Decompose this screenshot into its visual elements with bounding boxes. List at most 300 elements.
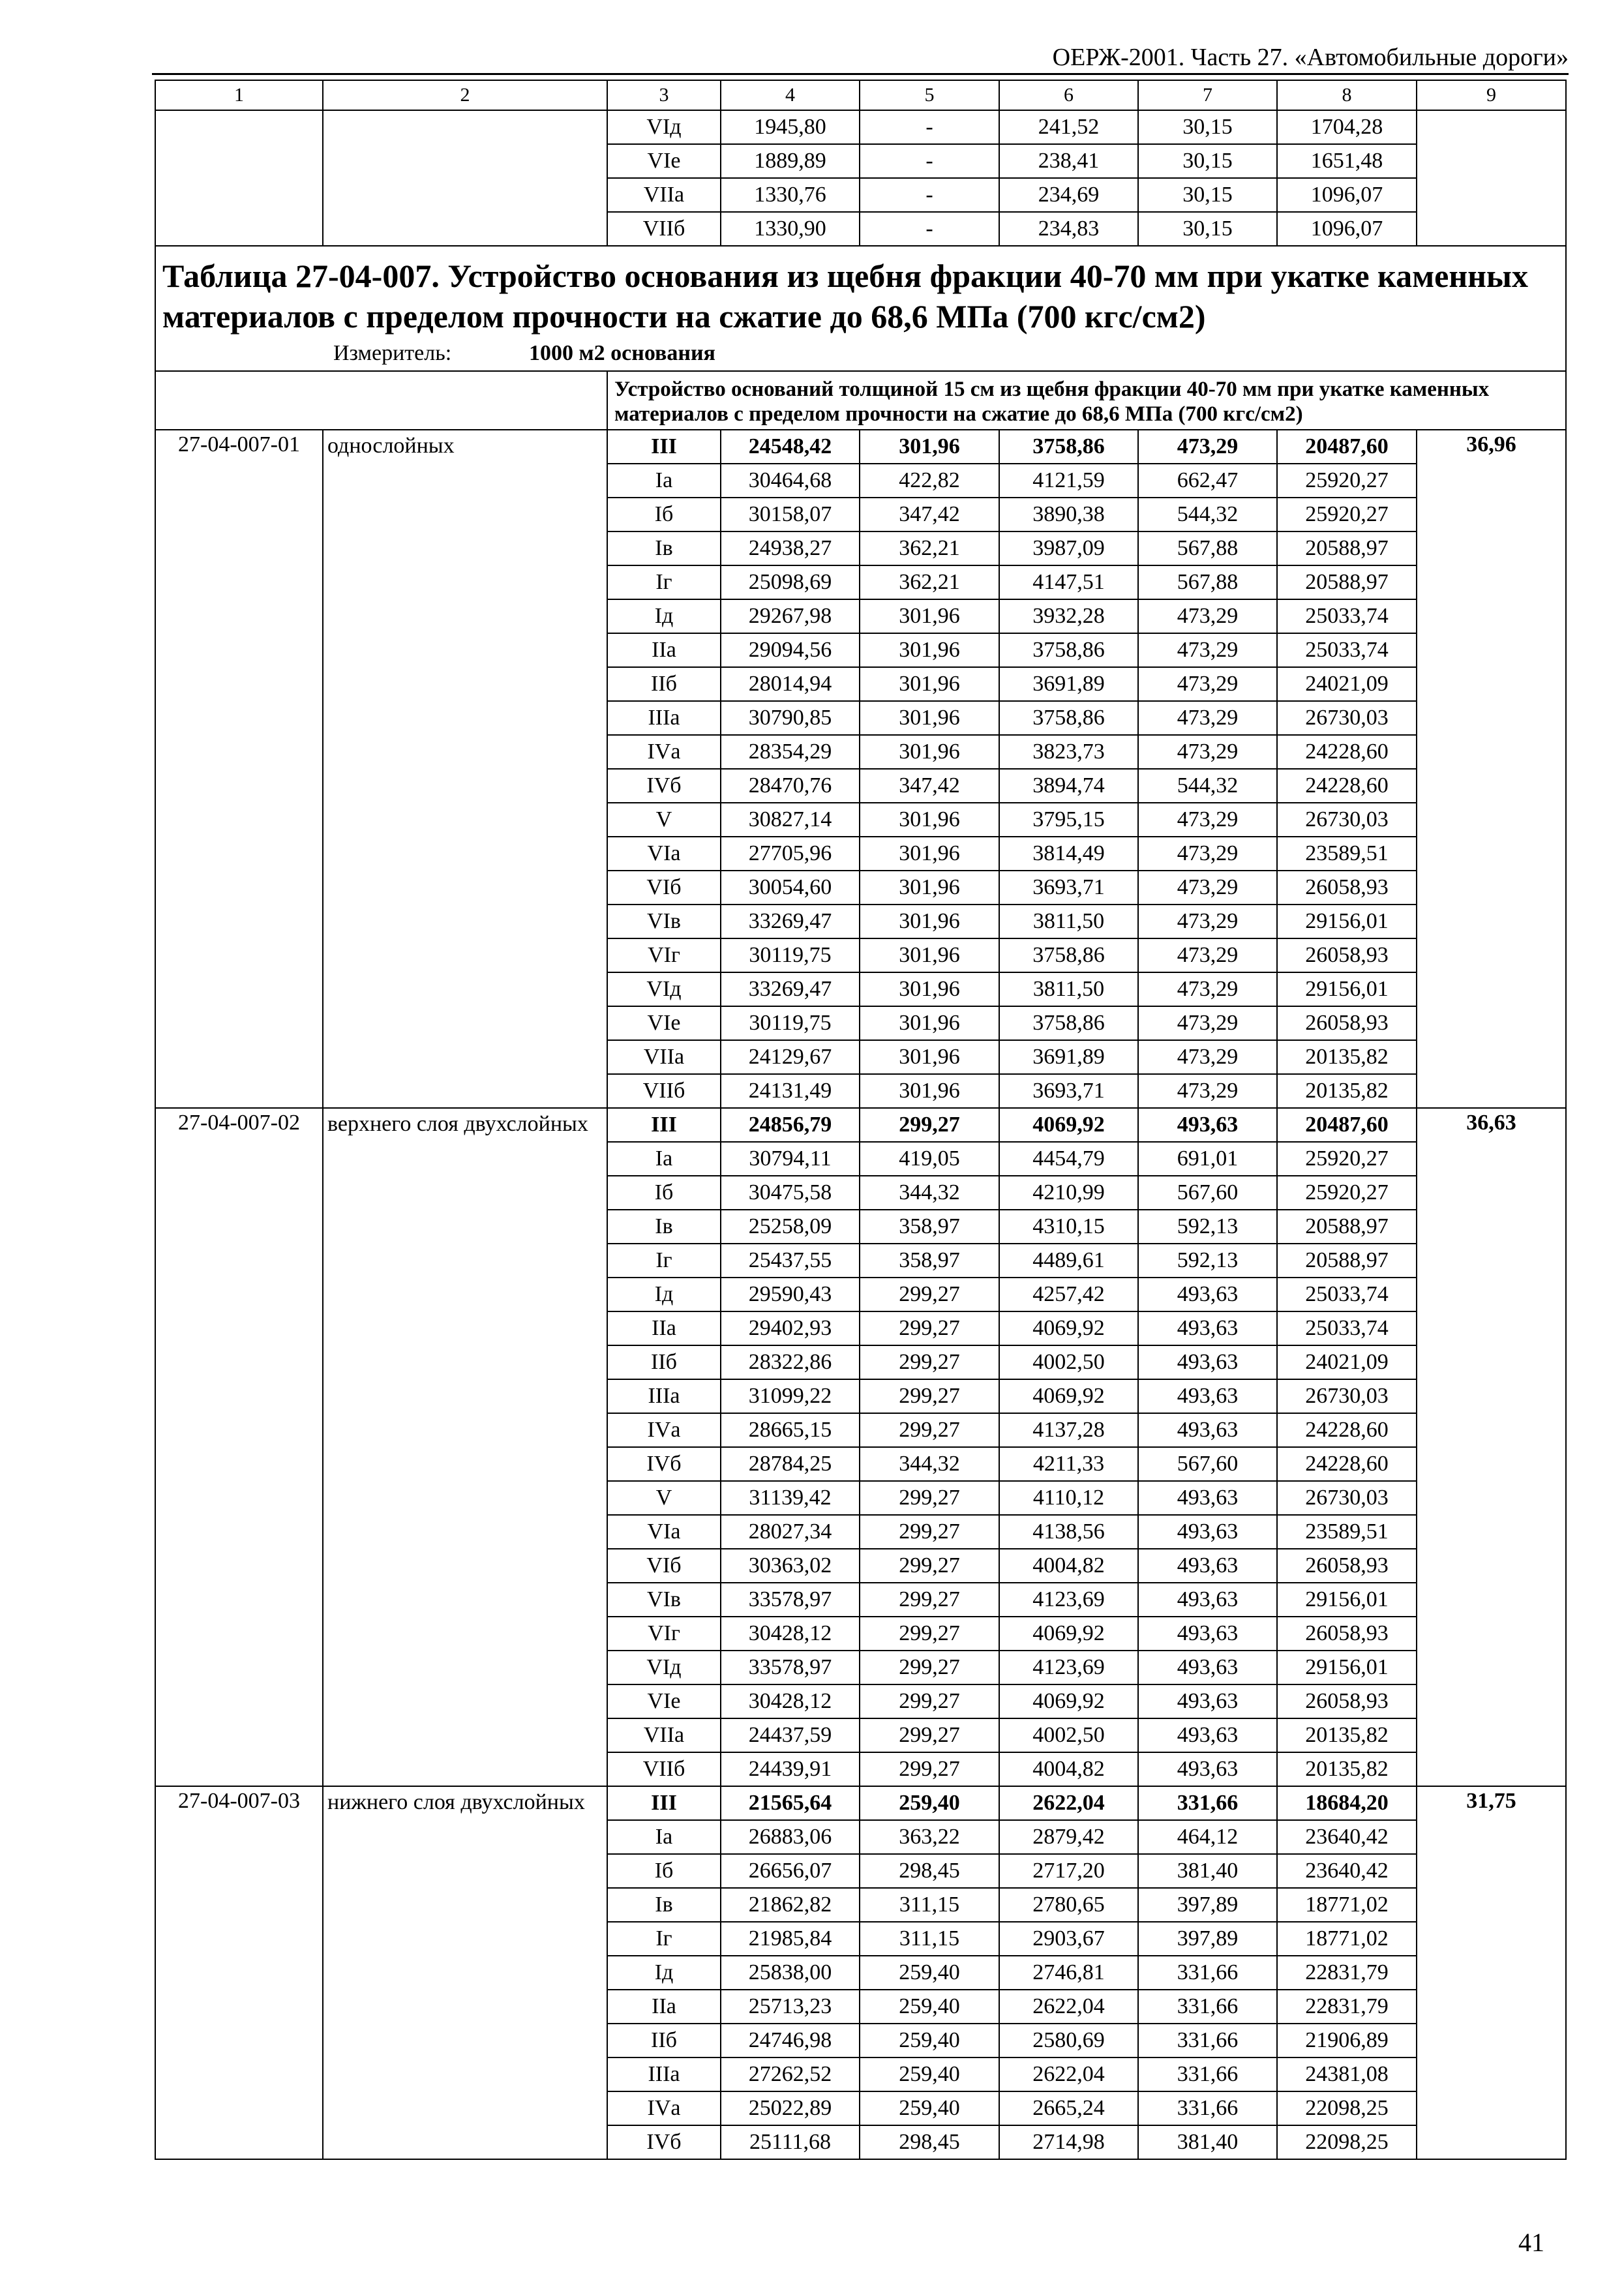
value-cell: 238,41 bbox=[999, 144, 1138, 178]
value-cell: 26058,93 bbox=[1277, 1006, 1417, 1040]
value-cell: 1651,48 bbox=[1277, 144, 1417, 178]
value-cell: 493,63 bbox=[1138, 1311, 1277, 1345]
value-cell: 30119,75 bbox=[721, 1006, 860, 1040]
value-cell: 301,96 bbox=[860, 667, 999, 701]
value-cell: 299,27 bbox=[860, 1549, 999, 1583]
zone-cell: Iб bbox=[607, 1176, 721, 1210]
value-cell: 2717,20 bbox=[999, 1854, 1138, 1888]
value-cell: 18771,02 bbox=[1277, 1888, 1417, 1922]
zone-cell: VIе bbox=[607, 144, 721, 178]
value-cell: 301,96 bbox=[860, 430, 999, 464]
value-cell: 1945,80 bbox=[721, 110, 860, 144]
zone-cell: Iг bbox=[607, 1922, 721, 1956]
column-number: 5 bbox=[860, 80, 999, 110]
value-cell: 331,66 bbox=[1138, 2057, 1277, 2091]
value-cell: 26730,03 bbox=[1277, 701, 1417, 735]
value-cell: 301,96 bbox=[860, 1074, 999, 1108]
value-cell: 4121,59 bbox=[999, 464, 1138, 498]
value-cell: 30,15 bbox=[1138, 212, 1277, 246]
value-cell: 26058,93 bbox=[1277, 1549, 1417, 1583]
value-cell: 20588,97 bbox=[1277, 1210, 1417, 1244]
value-cell: 3811,50 bbox=[999, 905, 1138, 938]
value-cell: 234,83 bbox=[999, 212, 1138, 246]
unit-value: 1000 м2 основания bbox=[529, 341, 715, 365]
unit-label: Измеритель: bbox=[333, 341, 452, 365]
value-cell: 4002,50 bbox=[999, 1345, 1138, 1379]
value-cell: 25713,23 bbox=[721, 1990, 860, 2024]
zone-cell: VIа bbox=[607, 837, 721, 871]
value-cell: 301,96 bbox=[860, 871, 999, 905]
value-cell: 2580,69 bbox=[999, 2024, 1138, 2057]
zone-cell: Iа bbox=[607, 1142, 721, 1176]
zone-cell: VIе bbox=[607, 1684, 721, 1718]
zone-cell: IVб bbox=[607, 769, 721, 803]
value-cell: 259,40 bbox=[860, 1990, 999, 2024]
value-cell: 3693,71 bbox=[999, 871, 1138, 905]
value-cell: 4257,42 bbox=[999, 1278, 1138, 1311]
value-cell: 18684,20 bbox=[1277, 1786, 1417, 1820]
value-cell: 567,88 bbox=[1138, 531, 1277, 565]
value-cell: 24439,91 bbox=[721, 1752, 860, 1786]
value-cell: 26883,06 bbox=[721, 1820, 860, 1854]
value-cell: 473,29 bbox=[1138, 938, 1277, 972]
rate-name: верхнего слоя двухслойных bbox=[323, 1108, 607, 1786]
zone-cell: IIб bbox=[607, 1345, 721, 1379]
value-cell: 299,27 bbox=[860, 1413, 999, 1447]
value-cell: 25033,74 bbox=[1277, 599, 1417, 633]
value-cell: 4069,92 bbox=[999, 1311, 1138, 1345]
value-cell: 473,29 bbox=[1138, 1040, 1277, 1074]
value-cell: 20588,97 bbox=[1277, 565, 1417, 599]
zone-cell: VIб bbox=[607, 871, 721, 905]
value-cell: 25838,00 bbox=[721, 1956, 860, 1990]
value-cell: 1889,89 bbox=[721, 144, 860, 178]
value-cell: 25437,55 bbox=[721, 1244, 860, 1278]
value-cell: 301,96 bbox=[860, 905, 999, 938]
value-cell: 30428,12 bbox=[721, 1617, 860, 1651]
column-number: 2 bbox=[323, 80, 607, 110]
value-cell: 20588,97 bbox=[1277, 531, 1417, 565]
value-cell: 29156,01 bbox=[1277, 1583, 1417, 1617]
value-cell: 4123,69 bbox=[999, 1583, 1138, 1617]
column-number: 3 bbox=[607, 80, 721, 110]
value-cell: 21906,89 bbox=[1277, 2024, 1417, 2057]
zone-cell: VIIб bbox=[607, 1752, 721, 1786]
labor-cost-cell: 31,75 bbox=[1417, 1786, 1566, 2159]
value-cell: 493,63 bbox=[1138, 1549, 1277, 1583]
zone-cell: Iб bbox=[607, 1854, 721, 1888]
description-row bbox=[155, 371, 1566, 430]
value-cell: 20135,82 bbox=[1277, 1074, 1417, 1108]
rate-code: 27-04-007-02 bbox=[155, 1108, 323, 1786]
zone-cell: VIв bbox=[607, 905, 721, 938]
value-cell: 4210,99 bbox=[999, 1176, 1138, 1210]
value-cell: 473,29 bbox=[1138, 837, 1277, 871]
value-cell: 301,96 bbox=[860, 599, 999, 633]
zone-cell: VIIа bbox=[607, 1040, 721, 1074]
value-cell: 28784,25 bbox=[721, 1447, 860, 1481]
zone-cell: Iд bbox=[607, 1956, 721, 1990]
value-cell: 30790,85 bbox=[721, 701, 860, 735]
zone-cell: Iб bbox=[607, 498, 721, 531]
value-cell: 397,89 bbox=[1138, 1922, 1277, 1956]
value-cell: 473,29 bbox=[1138, 599, 1277, 633]
value-cell: 3932,28 bbox=[999, 599, 1138, 633]
value-cell: 234,69 bbox=[999, 178, 1138, 212]
value-cell: 20487,60 bbox=[1277, 1108, 1417, 1142]
value-cell: 20487,60 bbox=[1277, 430, 1417, 464]
value-cell: 301,96 bbox=[860, 735, 999, 769]
value-cell: 4069,92 bbox=[999, 1108, 1138, 1142]
zone-cell: IVа bbox=[607, 735, 721, 769]
zone-cell: V bbox=[607, 803, 721, 837]
zone-cell: VIг bbox=[607, 938, 721, 972]
value-cell: 544,32 bbox=[1138, 498, 1277, 531]
value-cell: 299,27 bbox=[860, 1345, 999, 1379]
value-cell: 24746,98 bbox=[721, 2024, 860, 2057]
zone-cell: IIб bbox=[607, 2024, 721, 2057]
value-cell: 381,40 bbox=[1138, 2125, 1277, 2159]
value-cell: 25022,89 bbox=[721, 2091, 860, 2125]
value-cell: 30827,14 bbox=[721, 803, 860, 837]
value-cell: 299,27 bbox=[860, 1684, 999, 1718]
table-title-cell bbox=[155, 246, 1566, 371]
value-cell: 301,96 bbox=[860, 837, 999, 871]
value-cell: 25111,68 bbox=[721, 2125, 860, 2159]
rate-name: нижнего слоя двухслойных bbox=[323, 1786, 607, 2159]
value-cell: 299,27 bbox=[860, 1651, 999, 1684]
value-cell: 301,96 bbox=[860, 701, 999, 735]
value-cell: 4310,15 bbox=[999, 1210, 1138, 1244]
value-cell: 4069,92 bbox=[999, 1617, 1138, 1651]
value-cell: 473,29 bbox=[1138, 735, 1277, 769]
value-cell: 299,27 bbox=[860, 1752, 999, 1786]
value-cell: 464,12 bbox=[1138, 1820, 1277, 1854]
value-cell: 24228,60 bbox=[1277, 1413, 1417, 1447]
value-cell: 30464,68 bbox=[721, 464, 860, 498]
value-cell: 2622,04 bbox=[999, 2057, 1138, 2091]
value-cell: 22831,79 bbox=[1277, 1956, 1417, 1990]
value-cell: 30363,02 bbox=[721, 1549, 860, 1583]
rates-table bbox=[155, 80, 1567, 2160]
column-number: 1 bbox=[155, 80, 323, 110]
value-cell: 20135,82 bbox=[1277, 1718, 1417, 1752]
value-cell: 3758,86 bbox=[999, 938, 1138, 972]
value-cell: 3758,86 bbox=[999, 633, 1138, 667]
value-cell: 28470,76 bbox=[721, 769, 860, 803]
value-cell: 24021,09 bbox=[1277, 1345, 1417, 1379]
code-cell bbox=[155, 110, 323, 246]
value-cell: 22831,79 bbox=[1277, 1990, 1417, 2024]
value-cell: 493,63 bbox=[1138, 1413, 1277, 1447]
value-cell: 567,60 bbox=[1138, 1447, 1277, 1481]
value-cell: 23640,42 bbox=[1277, 1820, 1417, 1854]
value-cell: 24021,09 bbox=[1277, 667, 1417, 701]
value-cell: 397,89 bbox=[1138, 1888, 1277, 1922]
column-number-row bbox=[155, 80, 1566, 110]
value-cell: 3691,89 bbox=[999, 667, 1138, 701]
value-cell: 25920,27 bbox=[1277, 1176, 1417, 1210]
value-cell: 493,63 bbox=[1138, 1684, 1277, 1718]
value-cell: 25033,74 bbox=[1277, 633, 1417, 667]
value-cell: 473,29 bbox=[1138, 871, 1277, 905]
value-cell: 1704,28 bbox=[1277, 110, 1417, 144]
value-cell: 23589,51 bbox=[1277, 1515, 1417, 1549]
value-cell: 24381,08 bbox=[1277, 2057, 1417, 2091]
value-cell: 3811,50 bbox=[999, 972, 1138, 1006]
table-title-row bbox=[155, 246, 1566, 371]
value-cell: 301,96 bbox=[860, 633, 999, 667]
value-cell: - bbox=[860, 144, 999, 178]
value-cell: 259,40 bbox=[860, 2057, 999, 2091]
table-row bbox=[155, 110, 1566, 144]
value-cell: 24228,60 bbox=[1277, 769, 1417, 803]
value-cell: 1096,07 bbox=[1277, 212, 1417, 246]
col9-cell bbox=[1417, 110, 1566, 246]
value-cell: 3823,73 bbox=[999, 735, 1138, 769]
value-cell: 30428,12 bbox=[721, 1684, 860, 1718]
value-cell: 493,63 bbox=[1138, 1617, 1277, 1651]
value-cell: 25920,27 bbox=[1277, 1142, 1417, 1176]
rate-code: 27-04-007-01 bbox=[155, 430, 323, 1108]
value-cell: 29156,01 bbox=[1277, 1651, 1417, 1684]
value-cell: 29094,56 bbox=[721, 633, 860, 667]
zone-cell: VIе bbox=[607, 1006, 721, 1040]
value-cell: 299,27 bbox=[860, 1108, 999, 1142]
value-cell: 259,40 bbox=[860, 1956, 999, 1990]
value-cell: 301,96 bbox=[860, 803, 999, 837]
value-cell: 29590,43 bbox=[721, 1278, 860, 1311]
value-cell: 30475,58 bbox=[721, 1176, 860, 1210]
value-cell: 24548,42 bbox=[721, 430, 860, 464]
value-cell: 493,63 bbox=[1138, 1515, 1277, 1549]
value-cell: 347,42 bbox=[860, 498, 999, 531]
value-cell: 2746,81 bbox=[999, 1956, 1138, 1990]
value-cell: 331,66 bbox=[1138, 1956, 1277, 1990]
value-cell: 311,15 bbox=[860, 1922, 999, 1956]
value-cell: 24228,60 bbox=[1277, 735, 1417, 769]
value-cell: 4211,33 bbox=[999, 1447, 1138, 1481]
header-rule bbox=[152, 73, 1569, 75]
zone-cell: VIв bbox=[607, 1583, 721, 1617]
value-cell: 2622,04 bbox=[999, 1990, 1138, 2024]
zone-cell: IVа bbox=[607, 2091, 721, 2125]
table-title: Таблица 27-04-007. Устройство основания из щебня фракции 40-70 мм при укатке каменных материалов с пределом прочности на сжатие до 68,6 МПа (700 кгс/см2) bbox=[162, 258, 1528, 335]
zone-cell: IIIа bbox=[607, 1379, 721, 1413]
value-cell: 33578,97 bbox=[721, 1651, 860, 1684]
value-cell: 23589,51 bbox=[1277, 837, 1417, 871]
value-cell: 347,42 bbox=[860, 769, 999, 803]
value-cell: 1330,76 bbox=[721, 178, 860, 212]
value-cell: 3691,89 bbox=[999, 1040, 1138, 1074]
value-cell: 20135,82 bbox=[1277, 1040, 1417, 1074]
value-cell: 567,60 bbox=[1138, 1176, 1277, 1210]
value-cell: - bbox=[860, 178, 999, 212]
rate-code: 27-04-007-03 bbox=[155, 1786, 323, 2159]
value-cell: 31099,22 bbox=[721, 1379, 860, 1413]
value-cell: 3890,38 bbox=[999, 498, 1138, 531]
column-number: 8 bbox=[1277, 80, 1417, 110]
value-cell: 28322,86 bbox=[721, 1345, 860, 1379]
zone-cell: Iа bbox=[607, 464, 721, 498]
value-cell: 26730,03 bbox=[1277, 1481, 1417, 1515]
zone-cell: Iд bbox=[607, 1278, 721, 1311]
value-cell: 299,27 bbox=[860, 1481, 999, 1515]
value-cell: 30,15 bbox=[1138, 110, 1277, 144]
value-cell: 2714,98 bbox=[999, 2125, 1138, 2159]
value-cell: 22098,25 bbox=[1277, 2091, 1417, 2125]
value-cell: 24938,27 bbox=[721, 531, 860, 565]
zone-cell: VIд bbox=[607, 1651, 721, 1684]
value-cell: - bbox=[860, 110, 999, 144]
value-cell: 29267,98 bbox=[721, 599, 860, 633]
value-cell: 567,88 bbox=[1138, 565, 1277, 599]
value-cell: 3693,71 bbox=[999, 1074, 1138, 1108]
value-cell: 4454,79 bbox=[999, 1142, 1138, 1176]
value-cell: 362,21 bbox=[860, 531, 999, 565]
value-cell: 2780,65 bbox=[999, 1888, 1138, 1922]
value-cell: 26058,93 bbox=[1277, 871, 1417, 905]
value-cell: 592,13 bbox=[1138, 1210, 1277, 1244]
value-cell: 4137,28 bbox=[999, 1413, 1138, 1447]
value-cell: 473,29 bbox=[1138, 972, 1277, 1006]
value-cell: 3758,86 bbox=[999, 701, 1138, 735]
value-cell: 493,63 bbox=[1138, 1345, 1277, 1379]
value-cell: 299,27 bbox=[860, 1718, 999, 1752]
zone-cell: III bbox=[607, 430, 721, 464]
value-cell: 26730,03 bbox=[1277, 1379, 1417, 1413]
zone-cell: V bbox=[607, 1481, 721, 1515]
value-cell: 493,63 bbox=[1138, 1108, 1277, 1142]
value-cell: 301,96 bbox=[860, 1040, 999, 1074]
labor-cost-cell: 36,63 bbox=[1417, 1108, 1566, 1786]
zone-cell: VIа bbox=[607, 1515, 721, 1549]
zone-cell: Iв bbox=[607, 531, 721, 565]
work-description: Устройство оснований толщиной 15 см из щебня фракции 40-70 мм при укатке каменных материалов с пределом прочности на сжатие до 68,6 МПа (700 кгс/см2) bbox=[607, 371, 1566, 430]
value-cell: 691,01 bbox=[1138, 1142, 1277, 1176]
value-cell: 4147,51 bbox=[999, 565, 1138, 599]
value-cell: 473,29 bbox=[1138, 905, 1277, 938]
value-cell: 25920,27 bbox=[1277, 498, 1417, 531]
value-cell: 26058,93 bbox=[1277, 1684, 1417, 1718]
value-cell: 358,97 bbox=[860, 1210, 999, 1244]
value-cell: 241,52 bbox=[999, 110, 1138, 144]
value-cell: 3758,86 bbox=[999, 430, 1138, 464]
value-cell: 363,22 bbox=[860, 1820, 999, 1854]
value-cell: 493,63 bbox=[1138, 1278, 1277, 1311]
page-number: 41 bbox=[1518, 2228, 1544, 2257]
value-cell: 27705,96 bbox=[721, 837, 860, 871]
table-row bbox=[155, 430, 1566, 464]
value-cell: 592,13 bbox=[1138, 1244, 1277, 1278]
zone-cell: IIIа bbox=[607, 2057, 721, 2091]
zone-cell: VIд bbox=[607, 972, 721, 1006]
name-cell bbox=[323, 110, 607, 246]
value-cell: 299,27 bbox=[860, 1515, 999, 1549]
value-cell: 299,27 bbox=[860, 1379, 999, 1413]
value-cell: 28027,34 bbox=[721, 1515, 860, 1549]
value-cell: 30054,60 bbox=[721, 871, 860, 905]
value-cell: 26058,93 bbox=[1277, 1617, 1417, 1651]
value-cell: 331,66 bbox=[1138, 1990, 1277, 2024]
value-cell: 4004,82 bbox=[999, 1549, 1138, 1583]
value-cell: 30158,07 bbox=[721, 498, 860, 531]
value-cell: 33269,47 bbox=[721, 905, 860, 938]
zone-cell: VIIб bbox=[607, 212, 721, 246]
value-cell: 18771,02 bbox=[1277, 1922, 1417, 1956]
value-cell: 21565,64 bbox=[721, 1786, 860, 1820]
value-cell: 21862,82 bbox=[721, 1888, 860, 1922]
value-cell: 473,29 bbox=[1138, 1006, 1277, 1040]
value-cell: 33578,97 bbox=[721, 1583, 860, 1617]
unit-line bbox=[162, 340, 1559, 367]
value-cell: 25033,74 bbox=[1277, 1311, 1417, 1345]
value-cell: 30794,11 bbox=[721, 1142, 860, 1176]
value-cell: 259,40 bbox=[860, 2024, 999, 2057]
zone-cell: III bbox=[607, 1108, 721, 1142]
value-cell: 30119,75 bbox=[721, 938, 860, 972]
value-cell: 473,29 bbox=[1138, 701, 1277, 735]
value-cell: 298,45 bbox=[860, 1854, 999, 1888]
value-cell: 301,96 bbox=[860, 1006, 999, 1040]
zone-cell: IIа bbox=[607, 1990, 721, 2024]
value-cell: 493,63 bbox=[1138, 1481, 1277, 1515]
value-cell: 299,27 bbox=[860, 1278, 999, 1311]
value-cell: 344,32 bbox=[860, 1176, 999, 1210]
zone-cell: IIб bbox=[607, 667, 721, 701]
value-cell: 419,05 bbox=[860, 1142, 999, 1176]
value-cell: 299,27 bbox=[860, 1583, 999, 1617]
value-cell: - bbox=[860, 212, 999, 246]
table-row bbox=[155, 1108, 1566, 1142]
value-cell: 25920,27 bbox=[1277, 464, 1417, 498]
value-cell: 4069,92 bbox=[999, 1684, 1138, 1718]
value-cell: 344,32 bbox=[860, 1447, 999, 1481]
zone-cell: VIб bbox=[607, 1549, 721, 1583]
value-cell: 3758,86 bbox=[999, 1006, 1138, 1040]
value-cell: 26656,07 bbox=[721, 1854, 860, 1888]
zone-cell: III bbox=[607, 1786, 721, 1820]
value-cell: 331,66 bbox=[1138, 2024, 1277, 2057]
value-cell: 662,47 bbox=[1138, 464, 1277, 498]
value-cell: 4110,12 bbox=[999, 1481, 1138, 1515]
value-cell: 25098,69 bbox=[721, 565, 860, 599]
value-cell: 22098,25 bbox=[1277, 2125, 1417, 2159]
value-cell: 28014,94 bbox=[721, 667, 860, 701]
value-cell: 3795,15 bbox=[999, 803, 1138, 837]
running-header: ОЕРЖ-2001. Часть 27. «Автомобильные дороги» bbox=[1052, 44, 1569, 71]
value-cell: 362,21 bbox=[860, 565, 999, 599]
zone-cell: IIа bbox=[607, 633, 721, 667]
value-cell: 24228,60 bbox=[1277, 1447, 1417, 1481]
value-cell: 31139,42 bbox=[721, 1481, 860, 1515]
value-cell: 4004,82 bbox=[999, 1752, 1138, 1786]
value-cell: 4489,61 bbox=[999, 1244, 1138, 1278]
zone-cell: IVб bbox=[607, 1447, 721, 1481]
rate-name: однослойных bbox=[323, 430, 607, 1108]
value-cell: 1096,07 bbox=[1277, 178, 1417, 212]
value-cell: 422,82 bbox=[860, 464, 999, 498]
value-cell: 25033,74 bbox=[1277, 1278, 1417, 1311]
value-cell: 1330,90 bbox=[721, 212, 860, 246]
zone-cell: Iг bbox=[607, 1244, 721, 1278]
zone-cell: VIIа bbox=[607, 1718, 721, 1752]
value-cell: 493,63 bbox=[1138, 1651, 1277, 1684]
value-cell: 29402,93 bbox=[721, 1311, 860, 1345]
zone-cell: IIIа bbox=[607, 701, 721, 735]
value-cell: 25258,09 bbox=[721, 1210, 860, 1244]
column-number: 6 bbox=[999, 80, 1138, 110]
